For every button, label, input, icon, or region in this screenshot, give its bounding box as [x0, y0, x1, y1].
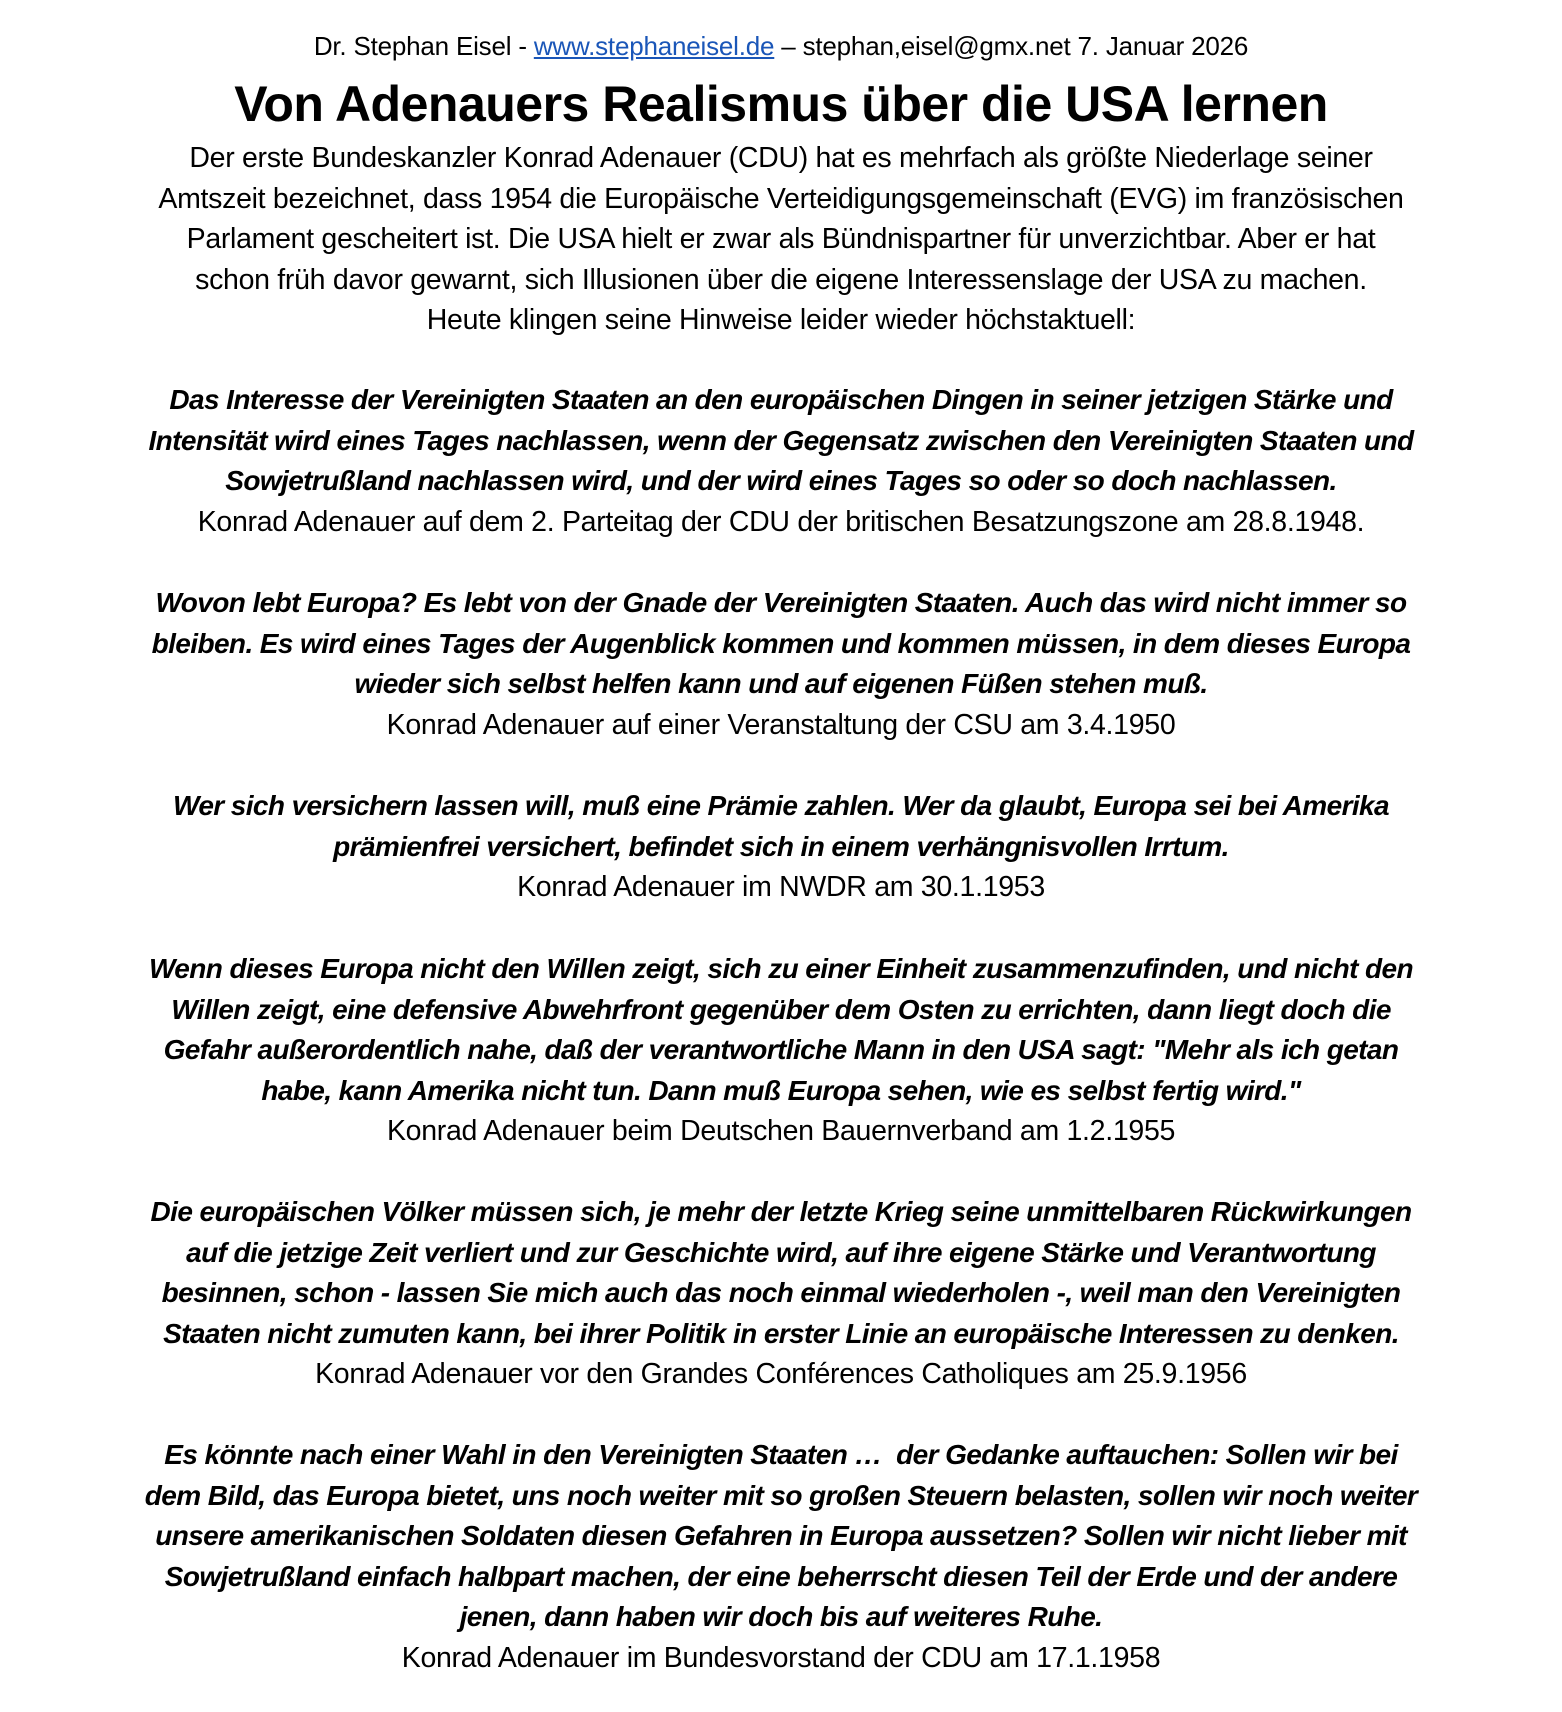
quote-line: Es könnte nach einer Wahl in den Vereinigten Staaten … der Gedanke auftauchen: Sollen wir bei	[164, 1439, 1398, 1470]
quote-line: wieder sich selbst helfen kann und auf eigenen Füßen stehen muß.	[354, 668, 1208, 699]
intro-line: Der erste Bundeskanzler Konrad Adenauer (CDU) hat es mehrfach als größte Niederlage seiner	[189, 142, 1373, 174]
quote-source: Konrad Adenauer auf einer Veranstaltung der CSU am 3.4.1950	[386, 708, 1176, 741]
quote-line: Die europäischen Völker müssen sich, je mehr der letzte Krieg seine unmittelbaren Rückwirkungen	[150, 1196, 1412, 1227]
quote-source: Konrad Adenauer auf dem 2. Parteitag der CDU der britischen Besatzungszone am 28.8.1948.	[197, 505, 1365, 538]
quote-line: prämienfrei versichert, befindet sich in einem verhängnisvollen Irrtum.	[333, 830, 1229, 862]
quote-line: jenen, dann haben wir doch bis auf weiteres Ruhe.	[459, 1601, 1103, 1632]
quote-line: besinnen, schon - lassen Sie mich auch das noch einmal wiederholen -, weil man den Vereinigten	[161, 1277, 1401, 1308]
intro-paragraph	[0, 138, 1562, 341]
quote-text	[0, 949, 1562, 1111]
quote-line: Intensität wird eines Tages nachlassen, wenn der Gegensatz zwischen den Vereinigten Staaten und	[148, 424, 1414, 456]
quote-text	[0, 380, 1562, 502]
quote-line: dem Bild, das Europa bietet, uns noch weiter mit so großen Steuern belasten, sollen wir noch weiter	[144, 1479, 1418, 1511]
quote-line: Wenn dieses Europa nicht den Willen zeigt, sich zu einer Einheit zusammenzufinden, und nicht den	[148, 953, 1413, 984]
quote-line: bleiben. Es wird eines Tages der Augenblick kommen und kommen müssen, in dem dieses Europa	[151, 627, 1411, 659]
quote-source: Konrad Adenauer beim Deutschen Bauernverband am 1.2.1955	[386, 1115, 1176, 1147]
intro-line: Heute klingen seine Hinweise leider wieder höchstaktuell:	[426, 304, 1136, 336]
quote-line: Sowjetrußland einfach halbpart machen, der eine beherrscht diesen Teil der Erde und der andere	[164, 1560, 1398, 1592]
quote-block-1948	[0, 380, 1562, 542]
quote-source: Konrad Adenauer im NWDR am 30.1.1953	[517, 871, 1045, 903]
quote-block-1955	[0, 949, 1562, 1152]
quote-source: Konrad Adenauer vor den Grandes Conférences Catholiques am 25.9.1956	[315, 1358, 1247, 1390]
quote-text	[0, 583, 1562, 705]
quote-text	[0, 1435, 1562, 1638]
quote-line: Wovon lebt Europa? Es lebt von der Gnade der Vereinigten Staaten. Auch das wird nicht immer so	[155, 587, 1407, 618]
website-link[interactable]: www.stephaneisel.de	[533, 31, 775, 61]
quote-block-1950	[0, 583, 1562, 745]
quote-source: Konrad Adenauer im Bundesvorstand der CDU am 17.1.1958	[401, 1641, 1161, 1674]
intro-line: Amtszeit bezeichnet, dass 1954 die Europäische Verteidigungsgemeinschaft (EVG) im französischen	[158, 182, 1404, 215]
quote-line: habe, kann Amerika nicht tun. Dann muß Europa sehen, wie es selbst fertig wird."	[261, 1074, 1301, 1106]
quote-line: unsere amerikanischen Soldaten diesen Gefahren in Europa aussetzen? Sollen wir nicht lieber mit	[155, 1520, 1407, 1551]
quote-line: Willen zeigt, eine defensive Abwehrfront gegenüber dem Osten zu errichten, dann liegt doch die	[171, 993, 1391, 1025]
quote-block-1956	[0, 1192, 1562, 1395]
quote-block-1953	[0, 786, 1562, 908]
quote-line: Das Interesse der Vereinigten Staaten an den europäischen Dingen in seiner jetzigen Stärke und	[169, 384, 1393, 415]
quote-text	[0, 1192, 1562, 1354]
quote-line: auf die jetzige Zeit verliert und zur Geschichte wird, auf ihre eigene Stärke und Verantwortung	[186, 1236, 1376, 1268]
contact-and-date: – stephan,eisel@gmx.net 7. Januar 2026	[774, 31, 1249, 61]
quote-line: Sowjetrußland nachlassen wird, und der wird eines Tages so oder so doch nachlassen.	[225, 465, 1337, 496]
intro-line: schon früh davor gewarnt, sich Illusionen über die eigene Interessenslage der USA zu machen.	[195, 263, 1367, 296]
page-title: Von Adenauers Realismus über die USA lernen	[234, 76, 1328, 132]
quote-line: Gefahr außerordentlich nahe, daß der verantwortliche Mann in den USA sagt: "Mehr als ich getan	[163, 1034, 1399, 1065]
quote-text	[0, 786, 1562, 867]
header-line	[0, 30, 1562, 62]
intro-line: Parlament gescheitert ist. Die USA hielt er zwar als Bündnispartner für unverzichtbar. Aber er hat	[186, 223, 1376, 255]
quote-block-1958	[0, 1435, 1562, 1678]
quote-line: Staaten nicht zumuten kann, bei ihrer Politik in erster Linie an europäische Interessen zu denken.	[163, 1317, 1399, 1349]
quote-line: Wer sich versichern lassen will, muß eine Prämie zahlen. Wer da glaubt, Europa sei bei Amerika	[173, 790, 1389, 821]
author-name: Dr. Stephan Eisel -	[313, 31, 534, 61]
